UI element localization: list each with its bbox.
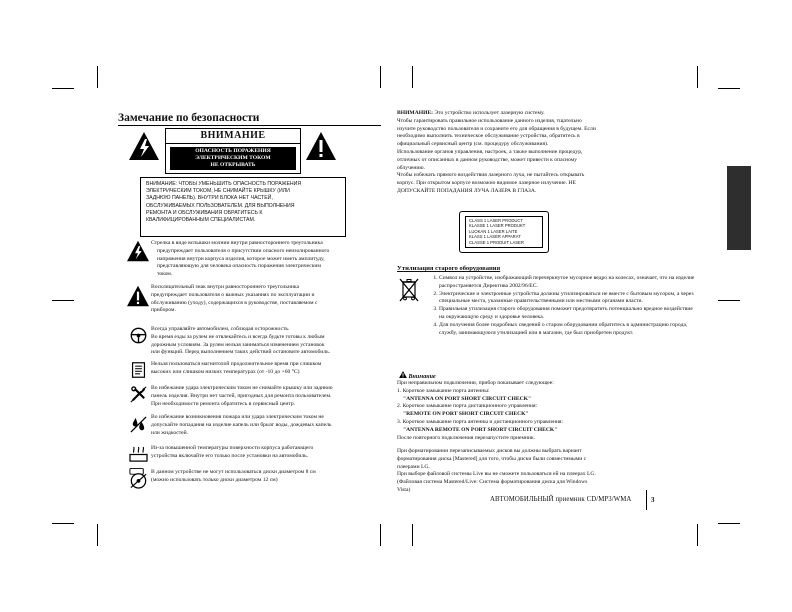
text-line: представляющую для человека опасность поражения электрическим — [157, 263, 321, 270]
text-line: официальный сервисный центр (см. процедуру обслуживания). — [397, 141, 549, 148]
text-line: отличных от описанных в данном руководстве, может привести к опасному — [397, 156, 578, 163]
text-line: CLASSE 1 PRODUIT LASER — [469, 239, 524, 245]
warning-sub-line: ОПАСНОСТЬ ПОРАЖЕНИЯ — [195, 148, 271, 154]
text-line: KLASS 1 LASER APPARAT — [469, 234, 521, 240]
warning-sub-line: ЭЛЕКТРИЧЕСКИМ ТОКОМ — [195, 155, 271, 161]
warning-label-heading: ВНИМАНИЕ — [166, 129, 300, 144]
text-line: 2. Короткое замыкание порта дистанционного управления: — [397, 403, 538, 410]
text-line: плеерами LG. — [397, 463, 430, 470]
crop-mark — [697, 524, 698, 546]
text-line: Во время езды за рулем не отвлекайтесь и всегда будьте готовы к любым — [151, 333, 325, 340]
text-line: При выборе файловой системы Live вы не сможете пользоваться ей на плеерах LG. — [397, 471, 596, 478]
crop-mark — [52, 523, 74, 524]
caution-box — [140, 177, 346, 237]
laser-class-label — [459, 211, 549, 253]
list-item: 3. Правильная утилизация старого оборудования поможет предотвратить потенциально вредное воздействие на окружающую среду и здоровье человека. — [439, 306, 697, 322]
crop-mark — [380, 524, 381, 546]
text-line: обслуживанию (уходу), содержащихся в руководстве, поставляемом с — [151, 299, 318, 306]
caution-line: ЗАДНЮЮ ПАНЕЛЬ). ВНУТРИ БЛОКА НЕТ ЧАСТЕЙ, — [146, 195, 273, 202]
footer-divider — [646, 490, 647, 510]
exclamation-description — [151, 284, 381, 315]
warning-sub-line: НЕ ОТКРЫВАТЬ — [210, 162, 256, 168]
list-item: 1. Символ на устройстве, изображающий перечеркнутое мусорное ведро на колесах, означает, что на изделие распространяется Директива 2002/96/EC. — [439, 275, 697, 291]
caution-line: КВАЛИФИЦИРОВАННЫМ СПЕЦИАЛИСТАМ. — [146, 217, 256, 224]
caution-line: ОБСЛУЖИВАЕМЫХ ПОЛЬЗОВАТЕЛЕМ. ДЛЯ ВЫПОЛНЕНИЯ — [146, 202, 295, 209]
disposal-title: Утилизация старого оборудования — [397, 265, 501, 272]
caution-label: Внимание — [408, 374, 436, 380]
text-line: Стрелка в виде вспышки молнии внутри равностороннего треугольника — [151, 240, 323, 246]
exclamation-triangle-icon — [305, 131, 337, 161]
laser-warning-text — [397, 110, 697, 196]
text-line: Vista) — [397, 486, 411, 493]
text-line: Во избежание удара электрическим током не снимайте крышку или заднюю — [151, 385, 333, 391]
crop-mark — [97, 524, 98, 546]
text-line: (можно использовать только диски диаметром 12 см) — [151, 476, 278, 483]
text-line: высоких или слишком низких температурах (от -10 до +60 °C) — [151, 368, 300, 375]
text-line: Чтобы избежать прямого воздействия лазерного луча, не пытайтесь открывать — [397, 172, 585, 179]
laser-intro-line — [397, 110, 697, 118]
list-item: 2. Электрические и электронные устройства должны утилизироваться не вместе с бытовым мусором, а через специальные места, указанные правительственными или местными органами власти. — [439, 291, 697, 307]
text-line: облучению. — [397, 164, 425, 171]
text-line: Нельзя пользоваться магнитолой продолжительное время при слишком — [151, 361, 322, 367]
hot-surface-icon — [129, 446, 148, 463]
section-tab — [727, 166, 751, 250]
title-divider — [118, 125, 381, 126]
crossed-bin-icon — [399, 278, 419, 302]
text-line: 1. Короткое замыкание порта антенны: — [397, 387, 490, 394]
warning-label-sub — [170, 147, 296, 170]
caution-line: РЕМОНТА И ОБСЛУЖИВАНИЯ ОБРАТИТЕСЬ К — [146, 209, 263, 216]
manual-book-icon — [130, 361, 147, 379]
crop-mark — [52, 300, 74, 301]
page-title: Замечание по безопасности — [118, 112, 260, 124]
text-line: панель изделия. Внутри нет частей, пригодных для ремонта пользователем. — [151, 392, 332, 399]
formatting-notes — [397, 448, 697, 495]
text-line: Использование органов управления, настроек, а также выполнение процедур, — [397, 148, 583, 155]
error-code: "ANTENNA ON PORT SHORT CIRCUIT CHECK" — [403, 395, 532, 402]
disc-description — [151, 469, 381, 485]
exclamation-triangle-icon — [126, 285, 150, 307]
crop-mark — [697, 66, 698, 88]
crop-mark — [718, 523, 740, 524]
crop-mark — [412, 524, 413, 546]
text-line: Из-за повышенной температуры поверхности корпуса работающего — [151, 445, 314, 451]
crop-mark — [718, 300, 740, 301]
warning-label — [165, 128, 301, 174]
text-line: предупреждает пользователя о важных указаниях по эксплуатации и — [151, 291, 315, 298]
text-line: дорожным условиям. За рулем нельзя заниматься изменением установок — [151, 341, 325, 348]
text-line: или жидкостей. — [151, 429, 189, 436]
laser-intro-text: Это устройство использует лазерную систему. — [433, 110, 545, 116]
text-line: Во избежание возникновения пожара или удара электрическим током не — [151, 414, 324, 420]
error-code: "REMOTE ON PORT SHORT CIRCUIT CHECK" — [403, 411, 529, 418]
temperature-description — [151, 445, 381, 461]
text-line: В данном устройстве не могут использоваться диски диаметром 8 см — [151, 469, 316, 475]
laser-intro-label: ВНИМАНИЕ: — [397, 110, 434, 116]
text-line: LUOKAN 1 LASER LAITE — [469, 228, 518, 234]
text-line: При форматировании перезаписываемых дисков вы должны выбрать вариант — [397, 448, 582, 454]
shock-description — [151, 385, 381, 408]
text-line: изучите руководство пользователя и сохраните его для обращения в будущем. Если — [397, 125, 596, 132]
crop-mark — [97, 66, 98, 88]
lightning-triangle-icon — [128, 131, 160, 161]
footer-text: АВТОМОБИЛЬНЫЙ приемник CD/MP3/WMA — [490, 496, 632, 503]
disposal-list — [427, 275, 697, 337]
laser-class-label-inner — [465, 216, 543, 248]
disc-icon — [128, 467, 149, 489]
caution-line: ЭЛЕКТРИЧЕСКИМ ТОКОМ, НЕ СНИМАЙТЕ КРЫШКУ (ИЛИ — [146, 188, 290, 195]
caution-heading — [399, 371, 436, 380]
lightning-description — [151, 240, 381, 279]
text-line: Чтобы гарантировать правильное использование данного изделия, тщательно — [397, 117, 582, 124]
text-line: или функций. Перед выполнением таких действий остановите автомобиль. — [151, 349, 331, 356]
page-number: 3 — [651, 496, 655, 504]
text-line: KLASSE 1 LASER PRODUKT — [469, 223, 526, 229]
text-line: При неправильном подключении, прибор показывает следующее: — [397, 380, 554, 386]
water-description — [151, 414, 381, 437]
text-line: допускайте попадания на изделие капель или брызг воды, дождевых капель — [151, 421, 332, 428]
temperature-limit-description — [151, 361, 381, 377]
warning-small-icon — [399, 371, 407, 378]
no-water-icon — [129, 415, 148, 434]
text-line: прибором. — [151, 307, 176, 314]
lightning-triangle-icon — [126, 240, 150, 262]
crop-mark — [52, 88, 74, 89]
crop-mark — [718, 88, 740, 89]
text-line: устройства включайте его только после установки на автомобиль. — [151, 452, 309, 459]
connection-errors — [397, 380, 697, 442]
no-tools-icon — [129, 385, 148, 404]
text-line: форматирования диска [Mastered] для того, чтобы диски были совместимыми с — [397, 455, 587, 462]
crop-mark — [412, 66, 413, 88]
text-line: током. — [157, 271, 173, 278]
text-line: CLASS 1 LASER PRODUCT — [469, 218, 523, 223]
error-code: "ANTENNA REMOTE ON PORT SHORT CIRCUIT CHECK" — [403, 426, 558, 433]
crop-mark — [380, 66, 381, 88]
text-line: После повторного подключения перезапустите приемник. — [397, 434, 536, 441]
text-line: корпус. При открытом корпусе возможно видимое лазерное излучение. НЕ — [397, 180, 576, 187]
text-line: ДОПУСКАЙТЕ ПОПАДАНИЯ ЛУЧА ЛАЗЕРА В ГЛАЗА. — [397, 187, 537, 194]
text-line: При необходимости ремонта обратитесь в сервисный центр. — [151, 400, 296, 407]
text-line: (Файловая система Mastered/Live: Система форматирования диска для Windows — [397, 479, 588, 486]
text-line: Всегда управляйте автомобилем, соблюдая осторожность. — [151, 326, 290, 332]
list-item: 4. Для получения более подробных сведений о старом оборудовании обратитесь в администрацию города, службу, занимающуюся утилизацией или в магазин, где был приобретен продукт. — [439, 322, 697, 338]
caution-line: ВНИМАНИЕ: ЧТОБЫ УМЕНЬШИТЬ ОПАСНОСТЬ ПОРАЖЕНИЯ — [146, 181, 302, 187]
text-line: необходимо выполнить техническое обслуживание устройства, обратитесь в — [397, 133, 580, 140]
steering-wheel-icon — [130, 327, 147, 344]
text-line: 3. Короткое замыкание порта антенны и дистанционного управления: — [397, 418, 564, 425]
text-line: предупреждает пользователя о присутствии опасного неизолированного — [157, 247, 330, 254]
driving-description — [151, 326, 381, 357]
text-line: напряжения внутри корпуса изделия, которое может иметь амплитуду, — [157, 255, 325, 262]
text-line: Восклицательный знак внутри равностороннего треугольника — [151, 284, 300, 290]
